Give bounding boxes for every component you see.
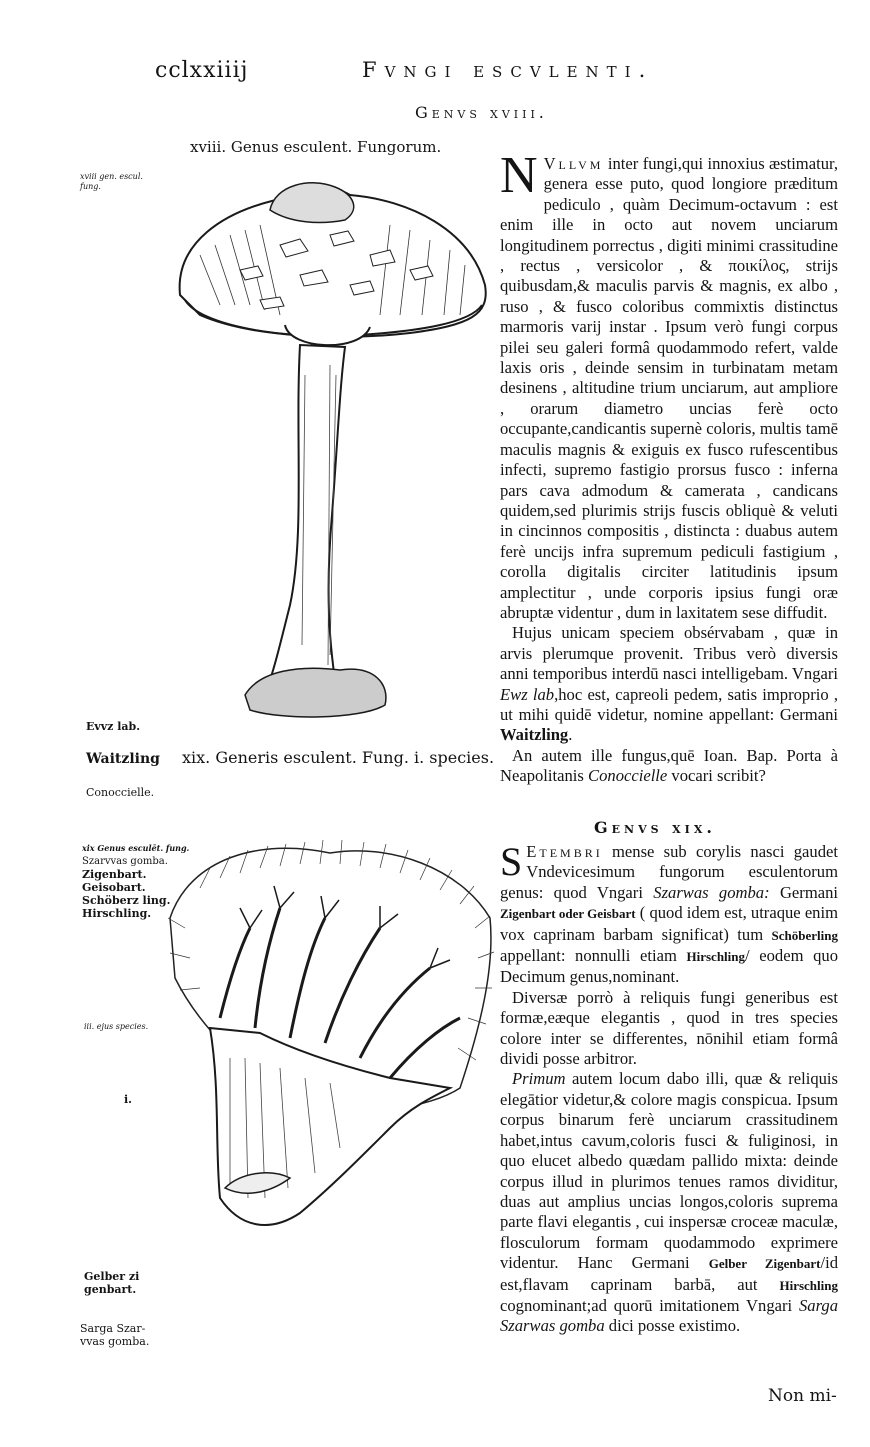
g19-hirschling: Hirschling [779,1277,838,1293]
hungarian-name: Ewz lab [500,684,555,704]
margin-name-waitzling: Waitzling [86,751,160,767]
lead-word-19: Etembri [526,842,603,861]
margin-genus-label: xix Genus esculēt. fung. [82,843,190,853]
coral-fungus-illustration [160,828,500,1248]
g19-paragraph-3: autem locum dabo illi, quæ & reliquis elegātior videtur,& colore magis conspicua. Ipsum corpus binarum ferè unciarum crassitudinem habet,intus cavum,coloris fusci & fuliginosi, in quo elucet albedo quædam pallido mixta: deinde corpus illud in plurimos tenues ramos dividitur, duas aut amplius uncias longos,coloris suprema parte flavi elegantis , cui inspersæ croceæ maculæ, flosculorum formam quodammodo exprimere videntur. Hanc Germani [500,1069,838,1273]
margin-zigenbart: Zigenbart. [82,868,147,881]
genus-19-heading: Genvs xix. [594,818,716,837]
margin-yellow-1: Gelber zi [84,1270,140,1283]
g19-hungarian-name: Szarwas gomba: [653,882,770,902]
margin-geisobart: Geisobart. [82,881,146,894]
margin-sarga [80,1322,149,1348]
paragraph-2-end: . [568,725,573,745]
figure-18-caption: xviii. Genus esculent. Fungorum. [190,138,442,156]
g19-sarga: Sarga Szarwas gomba [500,1295,838,1336]
margin-schoberling: Schöberz ling. [82,894,171,907]
margin-hirschling: Hirschling. [82,907,152,920]
paragraph-2-cont: ,hoc est, capreoli pedem, satis improprio , ut mihi quidē videtur, nomine appellant: Germani [500,684,839,724]
page-folio: cclxxiiij [155,58,249,83]
paragraph-3-end: vocari scribit? [667,766,766,786]
margin-yellow-2: genbart. [84,1283,137,1296]
g19-mid2: ( quod idem est, utraque enim vox caprinam barbam significat) tum [500,903,838,944]
lead-word: Vllvm [543,154,604,173]
g19-mid3: appellant: nonnulli etiam [500,946,687,966]
parasol-mushroom-illustration [160,175,490,725]
margin-species-count: iii. ejus species. [84,1022,149,1031]
paragraph-3: An autem ille fungus,quē Ioan. Bap. Porta à Neapolitanis [500,745,838,786]
margin-gelber-zigenbart [84,1270,139,1296]
g19-p3-post: cognominant;ad quorū imitationem Vngari [500,1295,799,1315]
g19-german-name-2: Schöberling [771,927,838,943]
genus-18-text [500,147,839,787]
margin-name-conoccielle: Conoccielle. [86,786,155,799]
g19-primum: Primum [512,1069,566,1089]
margin-sarga-2: vvas gomba. [80,1335,150,1348]
paragraph-1: inter fungi,qui innoxius æstimatur, genera esse puto, quod longiore præditum pediculo , quàm Decimum-octavum : est enim ille in octo aut novem unciarum longitudinem porrectus , digiti minimi crassitudine , rectus , versicolor , & ποικίλος, strijs quibusdam,& maculis parvis & magnis, ex albo , ruso , & fusco coloribus commixtis distinctus marmoris varij instar . Ipsum verò fungi corpus pilei seu galeri formâ quodammodo refert, valde laxis oris , deinde sensim in turbinatam metam desinens , altitudine trium unciarum, aut ampliore , orarum diametro uncias ferè octo occupante,candicantis supernè coloris, multis tamē maculis magnis & exiguis ex fusco rufescentibus infecti, supremo fastigio prorsus fusco : inferna pars cava admodum & camerata , candicans quidem,sed plurimis strijs fuscis obliquè & veluti in cincinnos compositis , distincta : duabus autem ferè uncijs infra supremum pediculi fastigium , corolla digitalis circiter latitudinis ipsum amplectitur , unde corporis ipsius fungi oræ abruptæ videntur , dum in laxitatem sese diffudit. [500,154,838,622]
g19-mid1: Germani [769,882,838,902]
dropcap-n: N [500,147,538,204]
paragraph-2: Hujus unicam speciem obsérvabam , quæ in arvis plerumque provenit. Tribus verò diversis anni temporibus interdū nasci intelligebam. Vngari [500,623,838,684]
g19-p3-mid: /id est,flavam caprinam barbā, aut [500,1253,839,1294]
figure-19-caption: xix. Generis esculent. Fung. i. species. [182,748,495,767]
g19-gelber: Gelber Zigenbart [708,1256,821,1272]
margin-numeral: i. [124,1093,133,1106]
dropcap-s: S [500,839,523,884]
running-title: Fvngi escvlenti. [362,58,654,82]
german-name: Waitzling [500,725,569,745]
margin-szarvvas: Szarvvas gomba. [82,856,168,867]
g19-p1-end: / eodem quo Decimum genus,nominant. [500,946,839,987]
margin-name-ewz-lab: Evvz lab. [86,720,141,733]
italian-name: Conoccielle [588,766,668,786]
margin-sarga-1: Sarga Szar- [80,1322,146,1335]
genus-19-text [500,839,839,1337]
g19-paragraph-1: mense sub corylis nasci gaudet Vndevicesimum fungorum esculentorum genus: quod Vngari [500,842,838,902]
g19-german-name-3: Hirschling [686,949,746,965]
g19-p3-end: dici posse existimo. [604,1316,741,1336]
genus-18-heading: Genvs xviii. [415,103,548,122]
g19-paragraph-2: Diversæ porrò à reliquis fungi generibus est formæ,eæque elegantis , quod in tres species colore inter se differentes, nōnihil etiam formâ dividi posse arbitror. [500,987,838,1069]
margin-note-genus-18: xviii gen. escul. fung. [80,172,143,191]
g19-german-name-1: Zigenbart oder Geisbart [500,906,636,922]
catchword: Non mi- [768,1386,837,1406]
